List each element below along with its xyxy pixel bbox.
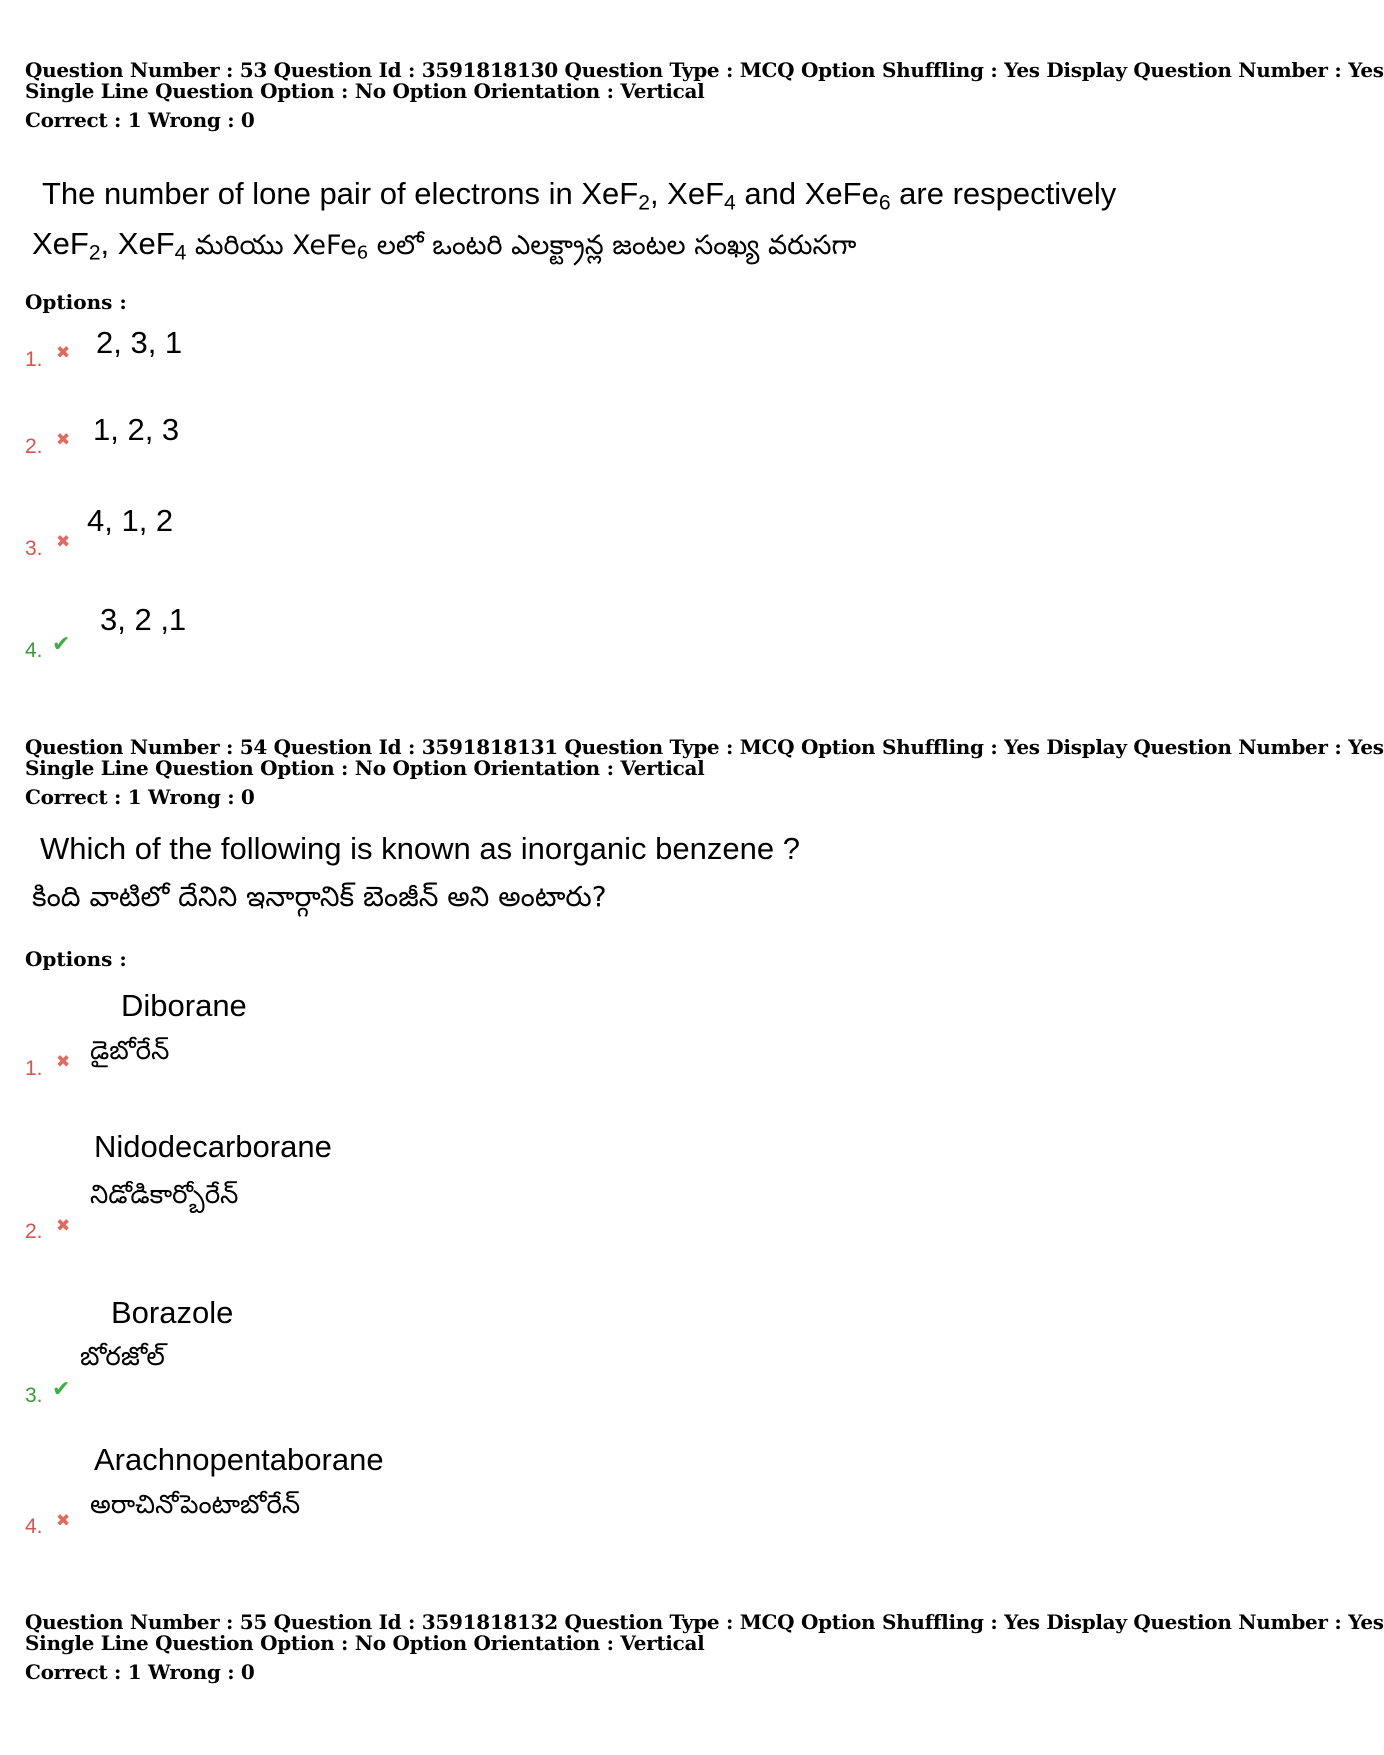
question-meta-line2: Single Line Question Option : No Option Orientation : Vertical	[25, 756, 705, 780]
cross-icon: ✖	[56, 1052, 71, 1072]
question-meta-line1: Question Number : 54 Question Id : 3591818131 Question Type : MCQ Option Shuffling : Yes Display Question Number : Yes	[25, 735, 1384, 759]
option-number: 2.	[25, 435, 43, 458]
options-label: Options :	[25, 290, 127, 314]
question-text-telugu: XeF$_2$, XeF$_4$ మరియు XeFe$_6$ లలో ఒంటరి ఎలక్ట్రాన్ల జంటల సంఖ్య వరుసగా	[32, 226, 857, 265]
question-marks: Correct : 1 Wrong : 0	[25, 1660, 255, 1684]
question-marks: Correct : 1 Wrong : 0	[25, 785, 255, 809]
options-label: Options :	[25, 947, 127, 971]
cross-icon: ✖	[56, 532, 71, 552]
question-meta-line1: Question Number : 53 Question Id : 3591818130 Question Type : MCQ Option Shuffling : Yes Display Question Number : Yes	[25, 58, 1384, 82]
option-text-english: Borazole	[111, 1295, 234, 1330]
cross-icon: ✖	[56, 1511, 71, 1531]
option-number: 2.	[25, 1220, 43, 1243]
option-number: 1.	[25, 348, 43, 371]
check-icon: ✔	[52, 632, 71, 657]
option-number: 4.	[25, 639, 43, 662]
question-meta-line2: Single Line Question Option : No Option Orientation : Vertical	[25, 1631, 705, 1655]
option-text: 2, 3, 1	[96, 325, 183, 360]
question-text-telugu: కింది వాటిలో దేనిని ఇనార్గానిక్ బెంజీన్ అని అంటారు?	[32, 880, 607, 913]
option-text-english: Arachnopentaborane	[94, 1442, 384, 1477]
question-marks: Correct : 1 Wrong : 0	[25, 108, 255, 132]
cross-icon: ✖	[56, 430, 71, 450]
option-text: 3, 2 ,1	[100, 602, 187, 637]
option-number: 1.	[25, 1057, 43, 1080]
cross-icon: ✖	[56, 343, 71, 363]
option-number: 4.	[25, 1515, 43, 1538]
option-number: 3.	[25, 537, 43, 560]
option-text: 4, 1, 2	[87, 503, 174, 538]
check-icon: ✔	[52, 1377, 71, 1402]
option-text-english: Nidodecarborane	[94, 1129, 332, 1164]
question-text-english: The number of lone pair of electrons in XeF$_2$, XeF$_4$ and XeFe$_6$ are respectively	[42, 176, 1117, 215]
option-text-telugu: అరాచినోపెంటాబోరేన్	[90, 1490, 301, 1520]
option-text-telugu: డైబోరేన్	[90, 1036, 170, 1066]
option-text: 1, 2, 3	[93, 412, 180, 447]
question-meta-line2: Single Line Question Option : No Option Orientation : Vertical	[25, 79, 705, 103]
cross-icon: ✖	[56, 1216, 71, 1236]
question-meta-line1: Question Number : 55 Question Id : 3591818132 Question Type : MCQ Option Shuffling : Yes Display Question Number : Yes	[25, 1610, 1384, 1634]
option-text-telugu: బోరజోల్	[80, 1342, 165, 1372]
question-text-english: Which of the following is known as inorganic benzene ?	[40, 831, 800, 866]
option-number: 3.	[25, 1384, 43, 1407]
option-text-english: Diborane	[121, 988, 247, 1023]
option-text-telugu: నిడోడికార్బోరేన్	[90, 1180, 239, 1210]
